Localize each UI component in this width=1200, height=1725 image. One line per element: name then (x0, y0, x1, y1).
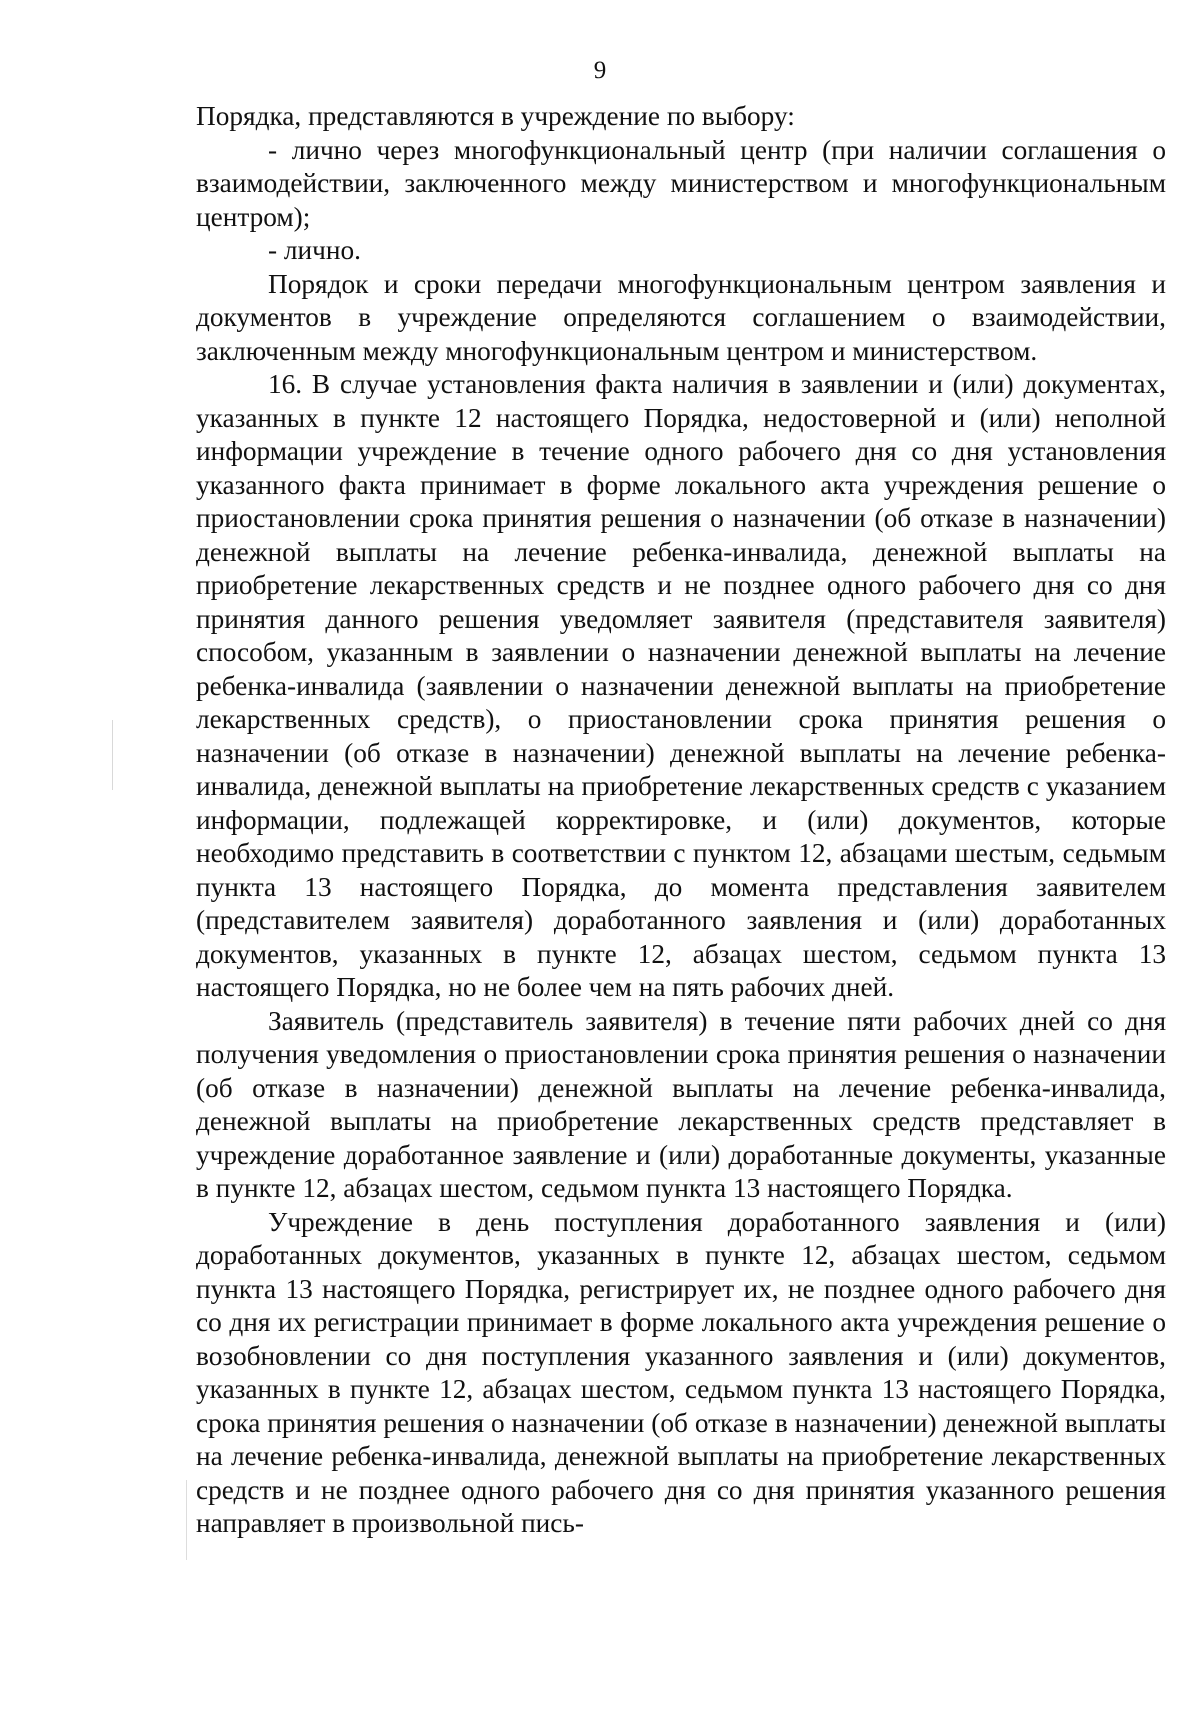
list-item-mfc: - лично через многофункциональный центр (при наличии соглашения о взаимодействии, заключенного между министерством и многофункциональным центром); (196, 134, 1166, 232)
paragraph-institution-action: Учреждение в день поступления доработанного заявления и (или) доработанных документов, указанных в пункте 12, абзацах шестом, седьмом пункта 13 настоящего Порядка, регистрирует их, не позднее одного рабочего дня со дня их регистрации принимает в форме локального акта учреждения решение о возобновлении со дня поступления указанного заявления и (или) документов, указанных в пункте 12, абзацах шестом, седьмом пункта 13 настоящего Порядка, срока принятия решения о назначении (об отказе в назначении) денежной выплаты на лечение ребенка-инвалида, денежной выплаты на приобретение лекарственных средств и не позднее одного рабочего дня со дня принятия указанного решения направляет в произвольной пись- (196, 1206, 1166, 1538)
paragraph-applicant-response: Заявитель (представитель заявителя) в течение пяти рабочих дней со дня получения уведомления о приостановлении срока принятия решения о назначении (об отказе в назначении) денежной выплаты на лечение ребенка-инвалида, денежной выплаты на приобретение лекарственных средств представляет в учреждение доработанное заявление и (или) доработанные документы, указанные в пункте 12, абзацах шестом, седьмом пункта 13 настоящего Порядка. (196, 1005, 1166, 1203)
scan-artifact-line (112, 720, 113, 790)
page-number: 9 (593, 57, 607, 84)
list-item-personal: - лично. (268, 235, 361, 265)
paragraph-transfer-procedure: Порядок и сроки передачи многофункциональным центром заявления и документов в учреждение определяются соглашением о взаимодействии, заключенным между многофункциональным центром и министерством. (196, 268, 1166, 366)
paragraph-continuation: Порядка, представляются в учреждение по выбору: (196, 101, 795, 131)
document-body (196, 100, 1166, 1541)
scan-artifact-line (186, 1480, 187, 1560)
paragraph-16: 16. В случае установления факта наличия в заявлении и (или) документах, указанных в пункте 12 настоящего Порядка, недостоверной и (или) неполной информации учреждение в течение одного рабочего дня со дня установления указанного факта принимает в форме локального акта учреждения решение о приостановлении срока принятия решения о назначении (об отказе в назначении) денежной выплаты на лечение ребенка-инвалида, денежной выплаты на приобретение лекарственных средств и не позднее одного рабочего дня со дня принятия данного решения уведомляет заявителя (представителя заявителя) способом, указанным в заявлении о назначении денежной выплаты на лечение ребенка-инвалида (заявлении о назначении денежной выплаты на приобретение лекарственных средств), о приостановлении срока принятия решения о назначении (об отказе в назначении) денежной выплаты на лечение ребенка-инвалида, денежной выплаты на приобретение лекарственных средств с указанием информации, подлежащей корректировке, и (или) документов, которые необходимо представить в соответствии с пунктом 12, абзацами шестым, седьмым пункта 13 настоящего Порядка, до момента представления заявителем (представителем заявителя) доработанного заявления и (или) доработанных документов, указанных в пункте 12, абзацах шестом, седьмом пункта 13 настоящего Порядка, но не более чем на пять рабочих дней. (196, 369, 1166, 1002)
